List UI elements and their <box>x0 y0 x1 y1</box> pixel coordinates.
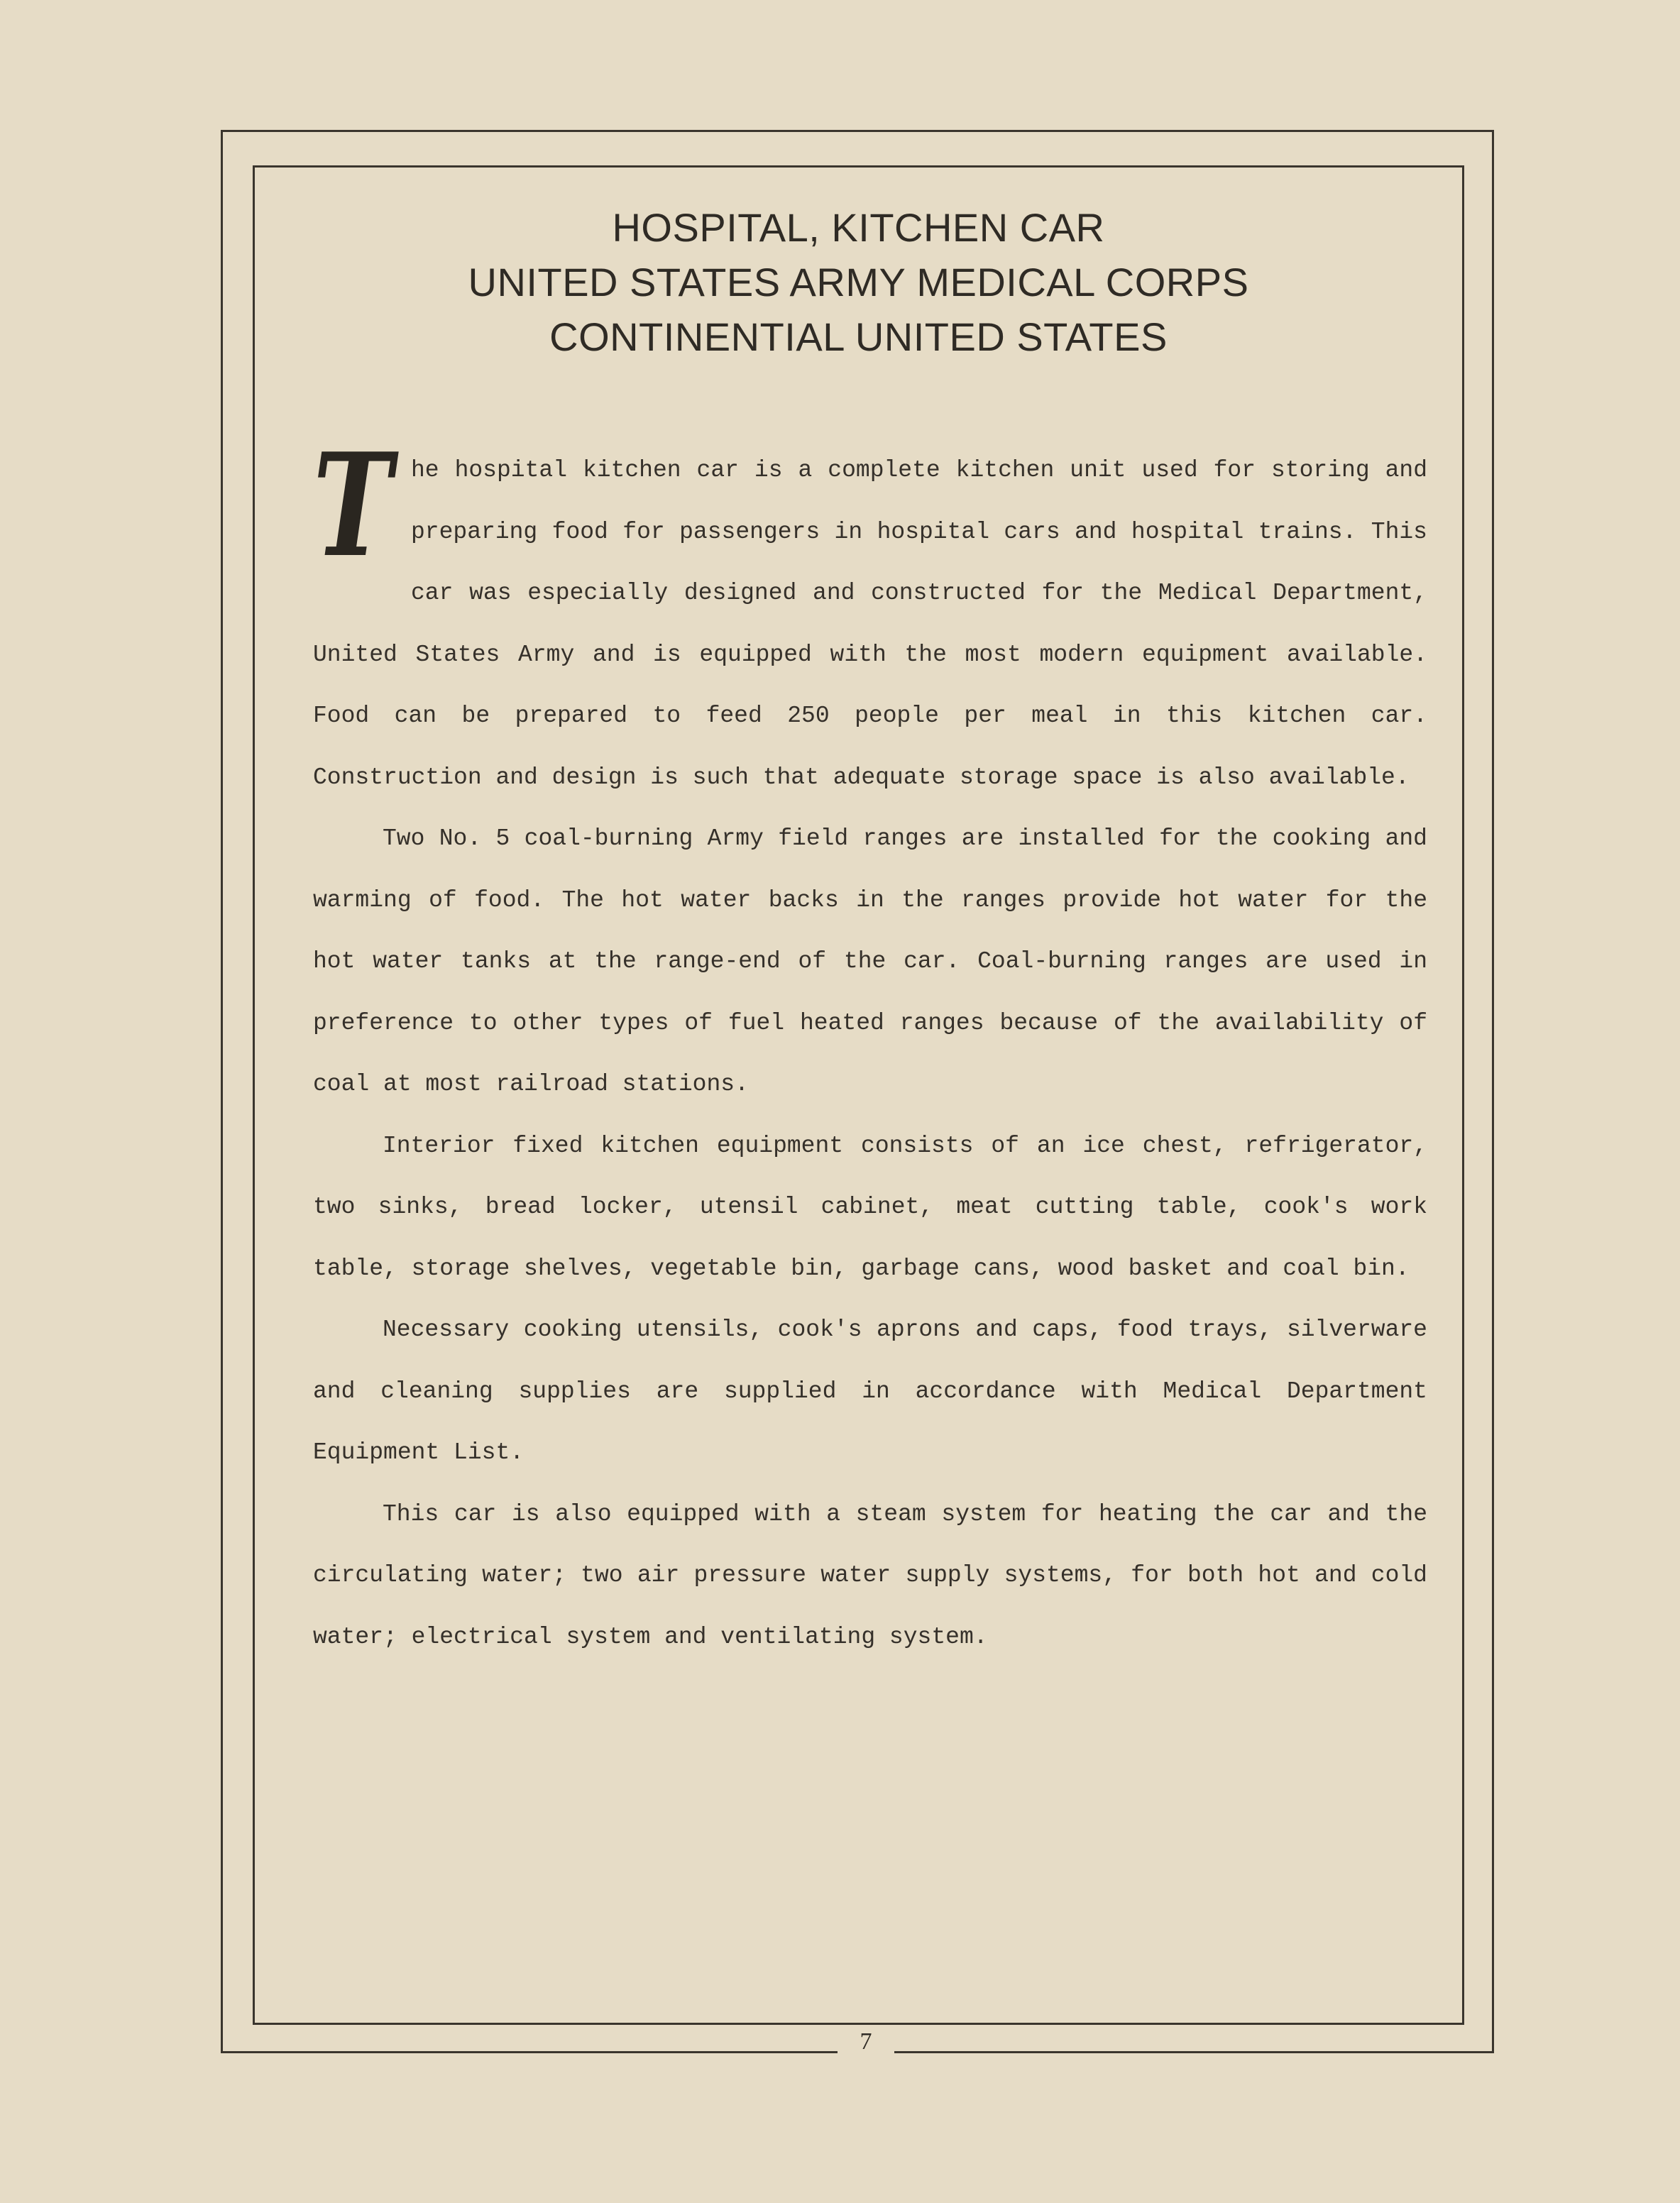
paragraph-4: Necessary cooking utensils, cook's aprons and caps, food trays, silverware and cleaning supplies are supplied in accordance with Medical Department Equipment List. <box>313 1317 1427 1466</box>
title-line-3: CONTINENTIAL UNITED STATES <box>549 314 1168 359</box>
paragraph-5: This car is also equipped with a steam system for heating the car and the circulating water; two air pressure water supply systems, for both hot and cold water; electrical system and ventilating system. <box>313 1500 1427 1650</box>
title-line-1: HOSPITAL, KITCHEN CAR <box>612 205 1105 250</box>
body-text <box>313 422 1427 1668</box>
paragraph-1-text: he hospital kitchen car is a complete kitchen unit used for storing and preparing food for passengers in hospital cars and hospital trains. This car was especially designed and constructed for the Medical Department, United States Army and is equipped with the most modern equipment available. Food can be prepared to feed 250 people per meal in this kitchen car. Construction and design is such that adequate storage space is also available. <box>313 457 1427 791</box>
page-title <box>253 200 1464 364</box>
paragraph-3: Interior fixed kitchen equipment consists of an ice chest, refrigerator, two sinks, bread locker, utensil cabinet, meat cutting table, cook's work table, storage shelves, vegetable bin, garbage cans, wood basket and coal bin. <box>313 1132 1427 1282</box>
drop-cap: T <box>313 422 392 589</box>
paragraph-1 <box>313 422 1427 808</box>
page-number: 7 <box>838 2028 894 2056</box>
title-line-2: UNITED STATES ARMY MEDICAL CORPS <box>468 260 1249 304</box>
paragraph-2: Two No. 5 coal-burning Army field ranges are installed for the cooking and warming of food. The hot water backs in the ranges provide hot water for the hot water tanks at the range-end of the car. Coal-burning ranges are used in preference to other types of fuel heated ranges because of the availability of coal at most railroad stations. <box>313 825 1427 1097</box>
